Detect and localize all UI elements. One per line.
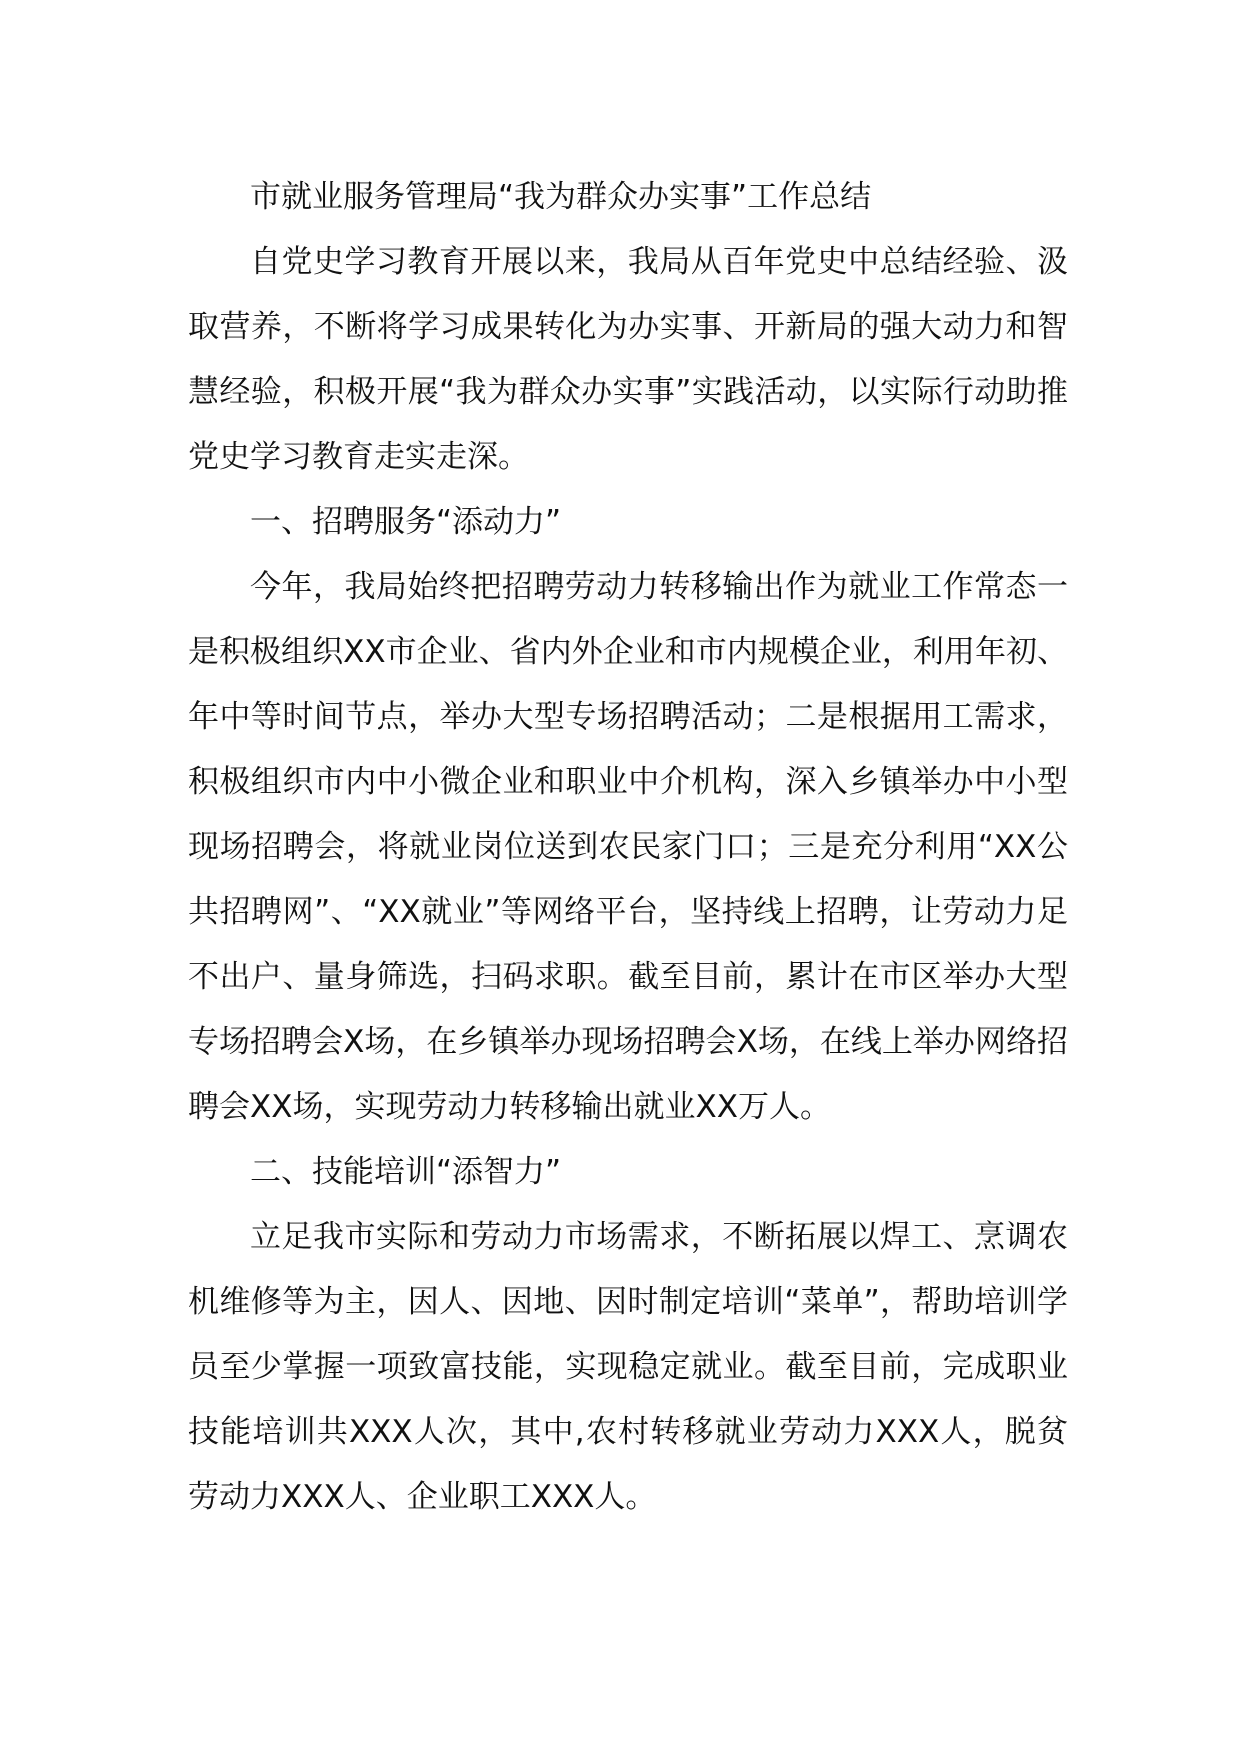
- section-2-paragraph: 立足我市实际和劳动力市场需求，不断拓展以焊工、烹调农机维修等为主，因人、因地、因时制定培训“菜单”，帮助培训学员至少掌握一项致富技能，实现稳定就业。截至目前，完成职业技能培训共XXX人次，其中,农村转移就业劳动力XXX人，脱贫劳动力XXX人、企业职工XXX人。: [188, 1219, 1068, 1515]
- section-1-paragraph: 今年，我局始终把招聘劳动力转移输出作为就业工作常态一是积极组织XX市企业、省内外企业和市内规模企业，利用年初、年中等时间节点，举办大型专场招聘活动；二是根据用工需求，积极组织市内中小微企业和职业中介机构，深入乡镇举办中小型现场招聘会，将就业岗位送到农民家门口；三是充分利用“XX公共招聘网”、“XX就业”等网络平台，坚持线上招聘，让劳动力足不出户、量身筛选，扫码求职。截至目前，累计在市区举办大型专场招聘会X场，在乡镇举办现场招聘会X场，在线上举办网络招聘会XX场，实现劳动力转移输出就业XX万人。: [188, 569, 1068, 1125]
- section-1-heading: 一、招聘服务“添动力”: [250, 504, 562, 540]
- section-2-heading: 二、技能培训“添智力”: [250, 1154, 562, 1190]
- document-title: 市就业服务管理局“我为群众办实事”工作总结: [250, 179, 872, 215]
- document-body: [188, 165, 1068, 1530]
- intro-paragraph: 自党史学习教育开展以来，我局从百年党史中总结经验、汲取营养，不断将学习成果转化为办实事、开新局的强大动力和智慧经验，积极开展“我为群众办实事”实践活动，以实际行动助推党史学习教育走实走深。: [188, 244, 1068, 475]
